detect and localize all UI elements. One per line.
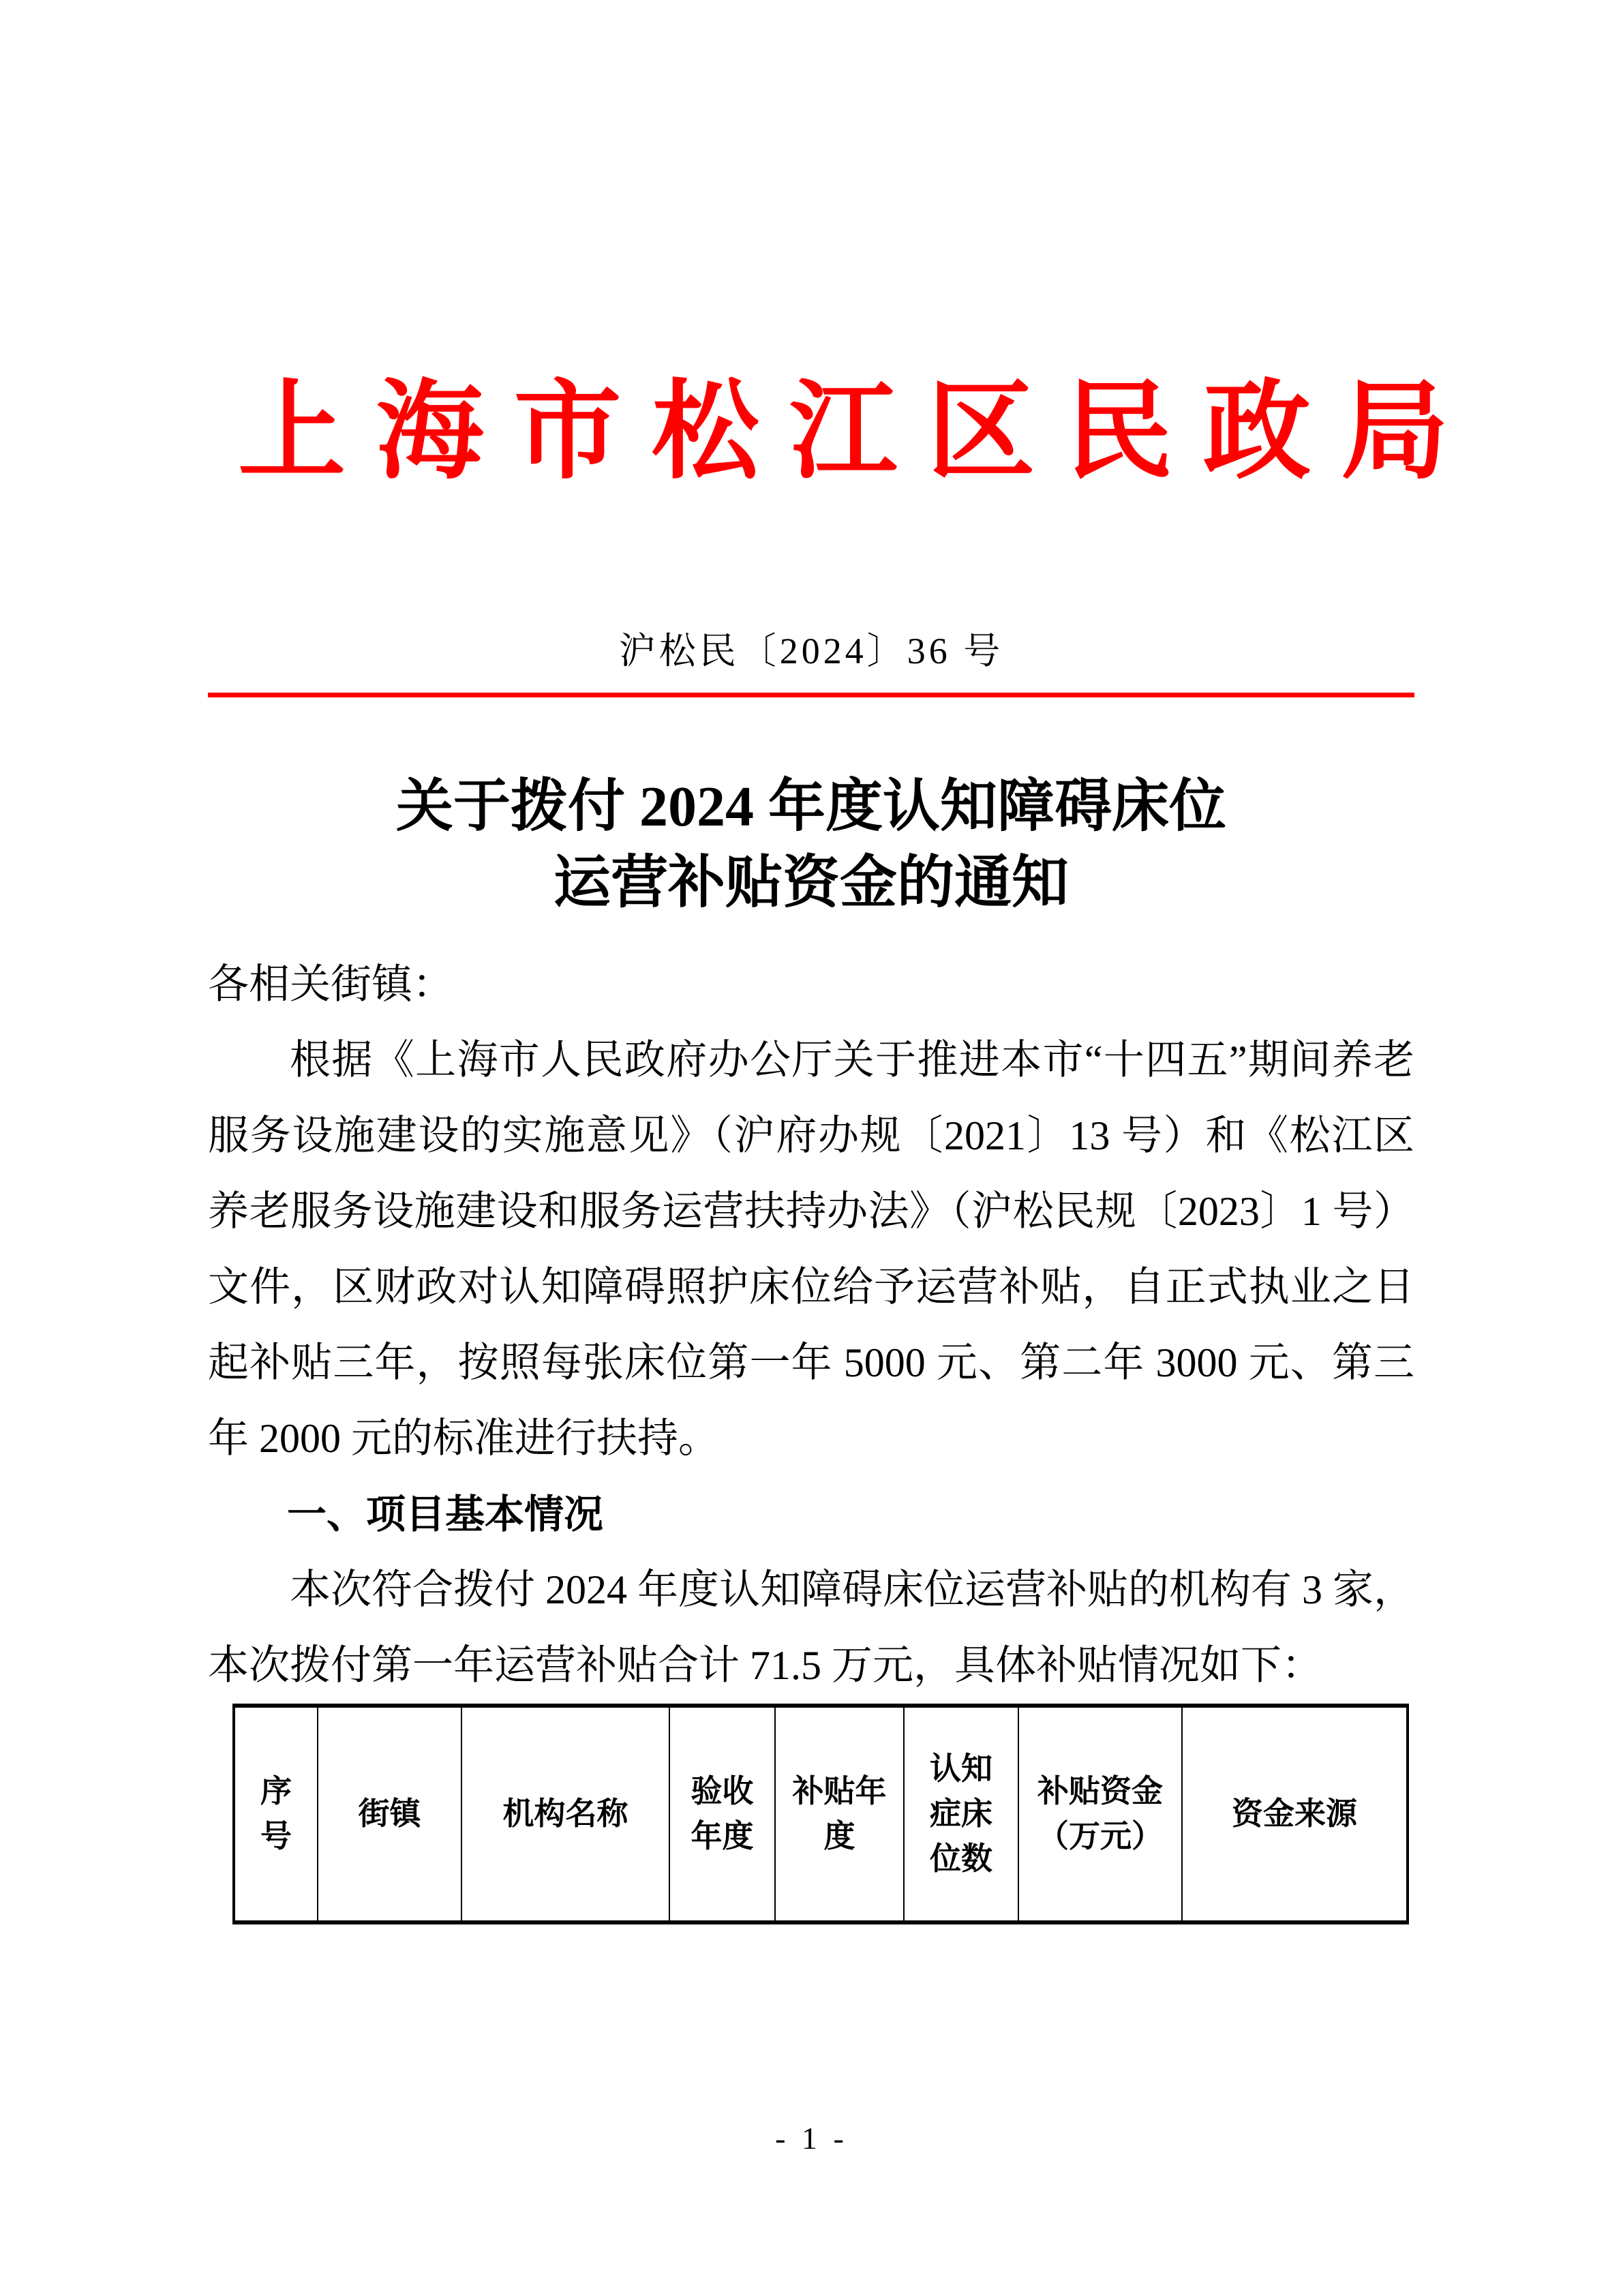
table-header-subsidy-year: 补贴年度 (775, 1706, 904, 1922)
paragraph-basis: 根据《上海市人民政府办公厅关于推进本市“十四五”期间养老服务设施建设的实施意见》（沪府办规〔2021〕13 号）和《松江区养老服务设施建设和服务运营扶持办法》（沪松民规〔2023〕1 号）文件，区财政对认知障碍照护床位给予运营补贴，自正式执业之日起补贴三年，按照每张床位第一年 5000 元、第二年 3000 元、第三年 2000 元的标准进行扶持。 (208, 1038, 1414, 1461)
red-divider-line (208, 693, 1414, 697)
table-header-row (234, 1706, 1408, 1922)
document-title (208, 769, 1414, 922)
table-header-dementia-beds: 认知症床位数 (904, 1706, 1018, 1922)
paragraph-project-overview: 本次符合拨付 2024 年度认知障碍床位运营补贴的机构有 3 家，本次拨付第一年运营补贴合计 71.5 万元，具体补贴情况如下： (208, 1567, 1414, 1688)
page-number: - 1 - (775, 2121, 848, 2156)
document-body (208, 947, 1414, 1924)
salutation: 各相关街镇： (208, 962, 453, 1007)
table-header-acceptance-year: 验收年度 (669, 1706, 775, 1922)
subsidy-table (232, 1704, 1409, 1924)
table-header-institution-name: 机构名称 (461, 1706, 669, 1922)
table-header-funding-source: 资金来源 (1182, 1706, 1408, 1922)
document-title-line-1: 关于拨付 2024 年度认知障碍床位 (395, 775, 1226, 839)
table-header-town: 街镇 (318, 1706, 461, 1922)
document-title-line-2: 运营补贴资金的通知 (553, 851, 1069, 915)
table-header-serial-number: 序号 (234, 1706, 318, 1922)
document-number: 沪松民〔2024〕36 号 (618, 631, 1004, 671)
section-heading-1: 一、项目基本情况 (287, 1492, 604, 1537)
agency-header: 上海市松江区民政局 (238, 373, 1479, 492)
table-header-subsidy-amount: 补贴资金（万元） (1018, 1706, 1182, 1922)
